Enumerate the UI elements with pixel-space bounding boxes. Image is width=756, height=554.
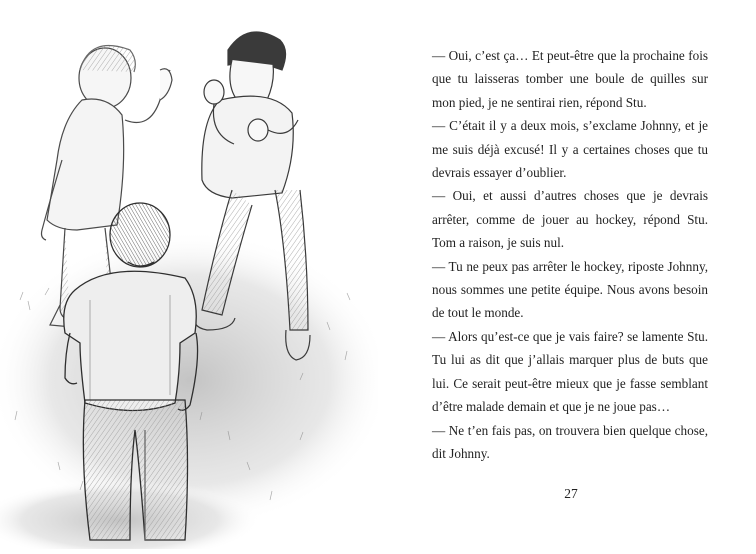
story-text (432, 44, 708, 465)
paragraph: — Alors qu’est-ce que je vais faire? se lamente Stu. Tu lui as dit que j’allais marquer plus de buts que lui. Ce serait peut-être mieux que je fasse semblant d’être malade demain et que je ne joue pas… (432, 328, 708, 415)
paragraph: — Oui, et aussi d’autres choses que je devrais arrêter, comme de jouer au hockey, répond Stu. Tom a raison, je suis nul. (432, 188, 708, 251)
text-page (378, 0, 756, 549)
page-number: 27 (564, 486, 578, 501)
paragraph: — Tu ne peux pas arrêter le hockey, riposte Johnny, nous sommes une petite équipe. Nous avons besoin de tout le monde. (432, 258, 708, 321)
paragraph: — Oui, c’est ça… Et peut-être que la prochaine fois que tu laisseras tomber une boule de quilles sur mon pied, je ne sentirai rien, répond Stu. (432, 48, 708, 110)
paragraph: — Ne t’en fais pas, on trouvera bien quelque chose, dit Johnny. (432, 422, 708, 461)
paragraph: — C’était il y a deux mois, s’exclame Johnny, et je me suis déjà excusé! Il y a certaines choses que tu devrais essayer d’oublier. (432, 118, 708, 181)
illustration-three-boys (0, 0, 378, 549)
pencil-sketch-drawing (0, 0, 378, 549)
